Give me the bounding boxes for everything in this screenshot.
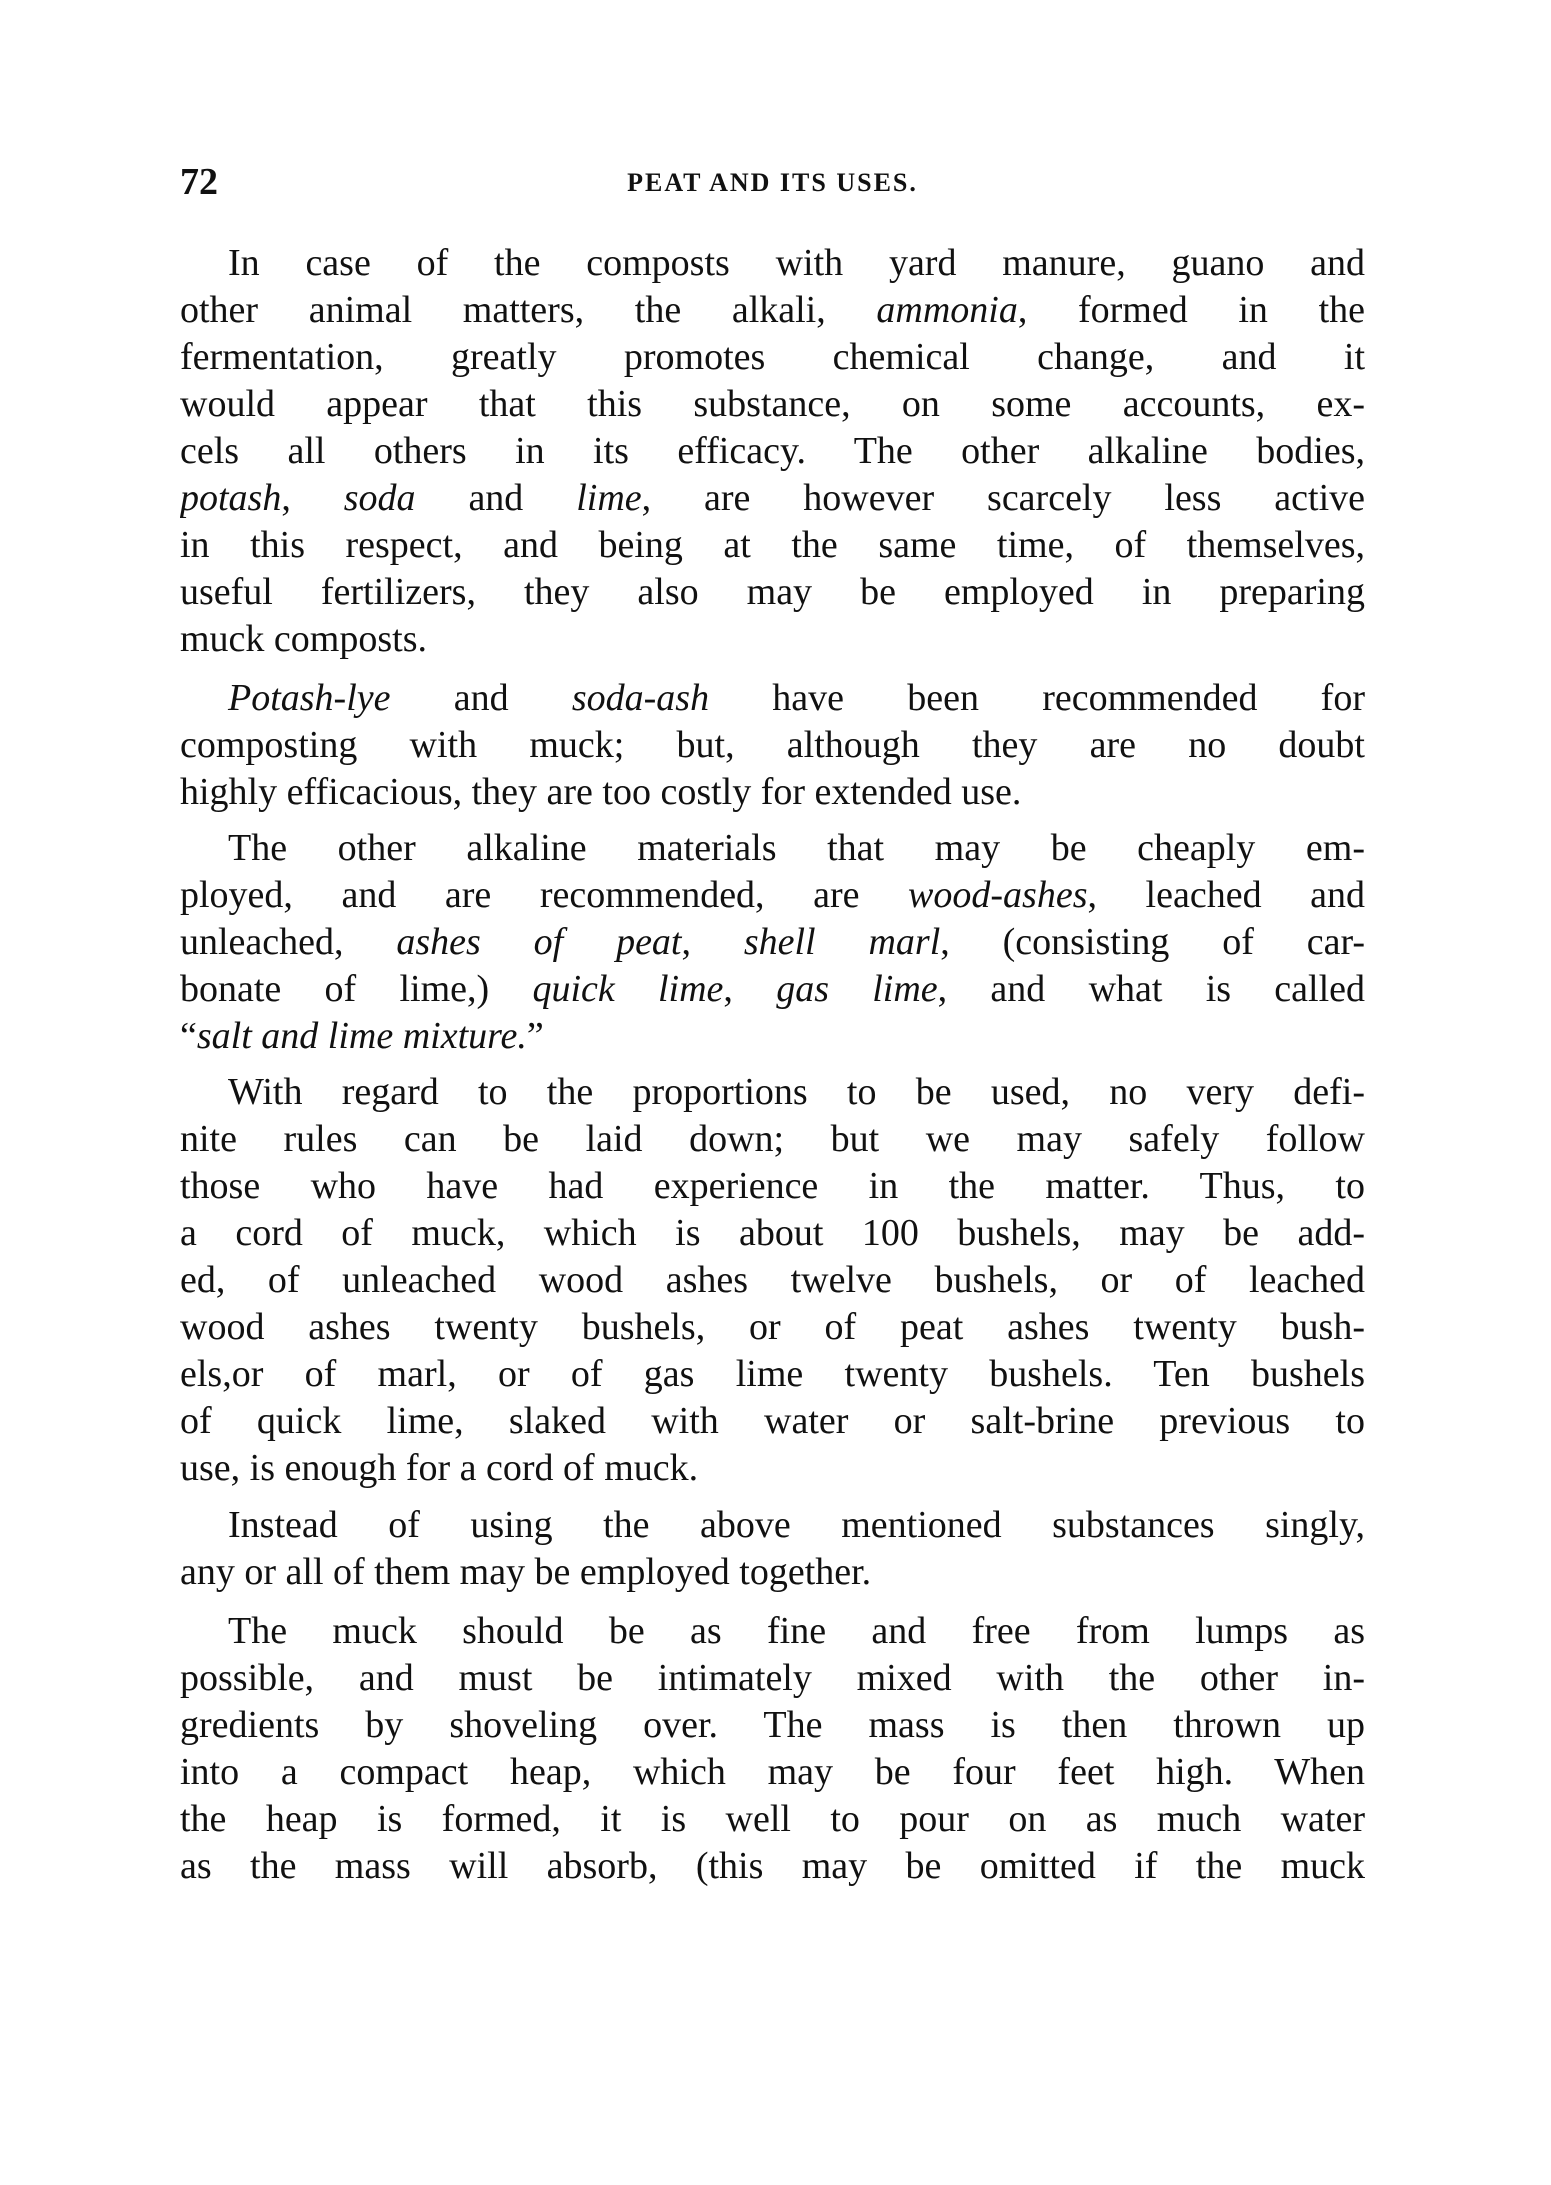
text-line — [180, 1069, 1365, 1116]
text-segment: of quick lime, slaked with water or salt-brine previous to — [180, 1400, 1365, 1442]
text-line — [180, 1163, 1365, 1210]
text-segment: “ — [180, 1015, 197, 1057]
text-line — [180, 1796, 1365, 1843]
text-segment: els,or of marl, or of gas lime twenty bushels. Ten bushels — [180, 1353, 1365, 1395]
text-line — [180, 569, 1365, 616]
italic-term: shell marl — [743, 921, 941, 963]
text-line — [180, 381, 1365, 428]
text-segment: , are however scarcely less active — [641, 477, 1365, 519]
page-header — [180, 160, 1365, 210]
page-number: 72 — [180, 161, 218, 203]
text-segment: a cord of muck, which is about 100 bushels, may be add- — [180, 1212, 1365, 1254]
text-segment: , leached and — [1087, 874, 1365, 916]
text-segment: wood ashes twenty bushels, or of peat ashes twenty bush- — [180, 1306, 1365, 1348]
text-line — [180, 1702, 1365, 1749]
text-segment: unleached, — [180, 921, 397, 963]
text-line — [180, 1116, 1365, 1163]
text-line — [180, 1351, 1365, 1398]
italic-term: potash — [180, 477, 282, 519]
text-segment: in this respect, and being at the same time, of themselves, — [180, 524, 1365, 566]
text-segment: , formed in the — [1017, 289, 1365, 331]
text-line — [180, 475, 1365, 522]
text-segment: have been recommended for — [709, 677, 1365, 719]
text-line — [180, 1749, 1365, 1796]
text-segment: and — [390, 677, 572, 719]
paragraph — [180, 675, 1365, 816]
text-segment: With regard to the proportions to be used, no very defi- — [228, 1071, 1365, 1113]
text-line — [180, 1304, 1365, 1351]
text-line — [180, 1257, 1365, 1304]
text-segment: , — [281, 477, 344, 519]
italic-term: ammonia — [876, 289, 1018, 331]
paragraph — [180, 1608, 1365, 1890]
text-segment: those who have had experience in the matter. Thus, to — [180, 1165, 1365, 1207]
text-segment: The other alkaline materials that may be cheaply em- — [228, 827, 1365, 869]
text-segment: In case of the composts with yard manure, guano and — [228, 242, 1365, 284]
text-line — [180, 1608, 1365, 1655]
text-segment: , — [723, 968, 777, 1010]
text-segment: ” — [526, 1015, 544, 1057]
running-title: PEAT AND ITS USES. — [627, 168, 918, 197]
italic-term: gas lime — [776, 968, 938, 1010]
text-line — [180, 1398, 1365, 1445]
text-line — [180, 1502, 1365, 1549]
text-segment: bonate of lime,) — [180, 968, 533, 1010]
text-segment: as the mass will absorb, (this may be omitted if the muck — [180, 1845, 1365, 1887]
text-segment: other animal matters, the alkali, — [180, 289, 877, 331]
text-segment: ed, of unleached wood ashes twelve bushels, or of leached — [180, 1259, 1365, 1301]
italic-term: ashes of peat — [396, 921, 682, 963]
text-line — [180, 334, 1365, 381]
text-line — [180, 522, 1365, 569]
text-line — [180, 1843, 1365, 1890]
text-segment: nite rules can be laid down; but we may safely follow — [180, 1118, 1365, 1160]
text-line — [180, 825, 1365, 872]
text-line — [180, 428, 1365, 475]
text-segment: into a compact heap, which may be four feet high. When — [180, 1751, 1365, 1793]
text-segment: Instead of using the above mentioned substances singly, — [228, 1504, 1365, 1546]
text-segment: cels all others in its efficacy. The other alkaline bodies, — [180, 430, 1365, 472]
text-segment: possible, and must be intimately mixed with the other in- — [180, 1657, 1365, 1699]
italic-term: salt and lime mixture. — [196, 1015, 527, 1057]
text-line — [180, 1013, 1365, 1060]
text-segment: composting with muck; but, although they are no doubt — [180, 724, 1365, 766]
text-segment: would appear that this substance, on some accounts, ex- — [180, 383, 1365, 425]
italic-term: wood-ashes — [908, 874, 1088, 916]
text-line — [180, 769, 1365, 816]
text-line — [180, 1445, 1365, 1492]
paragraph — [180, 825, 1365, 1060]
text-segment: the heap is formed, it is well to pour on as much water — [180, 1798, 1365, 1840]
text-line — [180, 722, 1365, 769]
text-segment: , (consisting of car- — [940, 921, 1365, 963]
text-segment: useful fertilizers, they also may be employed in preparing — [180, 571, 1365, 613]
text-line — [180, 240, 1365, 287]
text-segment: ployed, and are recommended, are — [180, 874, 909, 916]
text-segment: gredients by shoveling over. The mass is then thrown up — [180, 1704, 1365, 1746]
paragraph — [180, 1502, 1365, 1596]
text-segment: and — [415, 477, 577, 519]
text-line — [180, 287, 1365, 334]
text-segment: muck composts. — [180, 618, 427, 660]
text-line — [180, 872, 1365, 919]
text-line — [180, 675, 1365, 722]
text-segment: , — [681, 921, 744, 963]
text-segment: fermentation, greatly promotes chemical change, and it — [180, 336, 1365, 378]
text-segment: highly efficacious, they are too costly for extended use. — [180, 771, 1022, 813]
paragraph — [180, 1069, 1365, 1492]
text-segment: any or all of them may be employed together. — [180, 1551, 872, 1593]
text-line — [180, 1655, 1365, 1702]
italic-term: lime — [576, 477, 642, 519]
italic-term: soda — [343, 477, 416, 519]
italic-term: soda-ash — [571, 677, 710, 719]
text-line — [180, 616, 1365, 663]
body-text — [180, 240, 1365, 1899]
text-segment: The muck should be as fine and free from lumps as — [228, 1610, 1365, 1652]
paragraph — [180, 240, 1365, 663]
text-segment: , and what is called — [937, 968, 1365, 1010]
text-line — [180, 1549, 1365, 1596]
italic-term: quick lime — [532, 968, 724, 1010]
text-line — [180, 966, 1365, 1013]
text-line — [180, 1210, 1365, 1257]
text-line — [180, 919, 1365, 966]
italic-term: Potash-lye — [228, 677, 391, 719]
text-segment: use, is enough for a cord of muck. — [180, 1447, 699, 1489]
